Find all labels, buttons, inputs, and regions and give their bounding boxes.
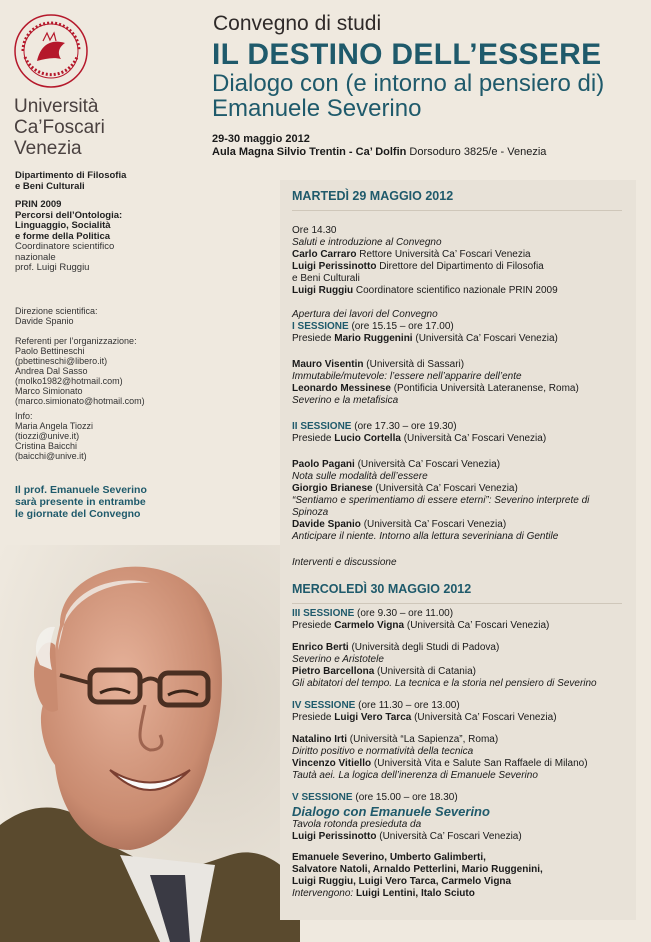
panelists-line2: Salvatore Natoli, Arnaldo Petterlini, Mario Ruggenini, [292,864,543,875]
venue-name: Aula Magna Silvio Trentin - Ca’ Dolfin [212,146,407,158]
session-2-chair [292,433,637,445]
talk-title: Diritto positivo e normatività della tecnica [292,746,474,757]
direction-name: Davide Spanio [15,316,74,326]
session-label: II SESSIONE [292,421,352,432]
talk-title: Tautà aei. La logica dell’inerenza di Emanuele Severino [292,770,538,781]
speaker-name: Davide Spanio [292,519,361,530]
talk-title: Nota sulle modalità dell’essere [292,471,428,482]
session-label: V SESSIONE [292,792,353,803]
chair-prefix: Presiede [292,333,332,344]
organizer-line: (pbettineschi@libero.it) [15,356,108,366]
session-5-chair [292,831,637,843]
speaker-affiliation: (Università “La Sapienza”, Roma) [349,734,499,745]
speaker-name: Mauro Visentin [292,359,364,370]
prin-title-line1: Percorsi dell’Ontologia: [15,209,123,221]
session-5 [292,792,637,804]
chair-name: Lucio Cortella [334,433,401,444]
speaker-name: Carlo Carraro [292,249,357,260]
session-label: I SESSIONE [292,321,349,332]
info-label: Info: [15,411,33,421]
speaker-name: Paolo Pagani [292,459,355,470]
greeting-2 [292,261,637,273]
prin-title-line3: e forme della Politica [15,230,111,242]
prin-title-line2: Linguaggio, Socialità [15,220,111,231]
subtitle-line1: Dialogo con (e intorno al pensiero di) [212,70,605,97]
interventions-names: Luigi Lentini, Italo Sciuto [355,888,475,899]
speaker-affiliation: (Università di Sassari) [366,359,465,370]
subtitle-line2: Emanuele Severino [212,95,422,122]
speaker-name: Natalino Irti [292,734,348,745]
university-name-line3: Venezia [14,138,82,159]
talk [292,519,637,531]
day1-closing: Interventi e discussione [292,557,397,568]
department-line2: e Beni Culturali [15,181,85,192]
coordinator-line2: nazionale [15,251,56,263]
department-line1: Dipartimento di Filosofia [15,170,127,181]
info-contacts [15,411,93,461]
interventions-label: Intervengono: [292,888,354,899]
day2-heading: MERCOLEDÌ 30 MAGGIO 2012 [292,582,472,596]
session-label: IV SESSIONE [292,700,356,711]
speaker-affiliation: (Università Ca’ Foscari Venezia) [363,519,507,530]
session-2 [292,421,637,433]
session-3 [292,608,637,620]
venue-address: Dorsoduro 3825/e - Venezia [409,146,547,158]
talk [292,483,637,495]
chair-prefix: Presiede [292,433,332,444]
speaker-role: Coordinatore scientifico nazionale PRIN 2009 [355,285,558,296]
interventions [292,888,637,900]
day1-greetings: Saluti e introduzione al Convegno [292,237,442,248]
university-name-line1: Università [14,96,99,117]
speaker-affiliation: (Università degli Studi di Padova) [351,642,500,653]
speaker-name: Leonardo Messinese [292,383,391,394]
talk [292,383,637,395]
speaker-name: Luigi Ruggiu [292,285,354,296]
session-time: (ore 15.15 – ore 17.00) [351,321,454,332]
organizer-line: Paolo Bettineschi [15,346,85,356]
day1-heading: MARTEDÌ 29 MAGGIO 2012 [292,189,454,203]
info-line: Cristina Baicchi [15,441,78,451]
session-time: (ore 9.30 – ore 11.00) [357,608,454,619]
program [292,186,637,900]
chair-prefix: Presiede [292,620,332,631]
panelists-line1: Emanuele Severino, Umberto Galimberti, [292,852,486,863]
round-table-label: Tavola rotonda presieduta da [292,819,422,830]
notice-line: Il prof. Emanuele Severino [15,484,147,496]
notice-line: sarà presente in entrambe [15,496,146,508]
divider [292,603,622,604]
session-time: (ore 15.00 – ore 18.30) [355,792,458,803]
speaker-affiliation: (Università Vita e Salute San Raffaele di Milano) [373,758,588,769]
coordinator-line3: prof. Luigi Ruggiu [15,262,90,273]
speaker-name: Vincenzo Vitiello [292,758,372,769]
chair-affiliation: (Università Ca’ Foscari Venezia) [414,712,557,723]
direction-label: Direzione scientifica: [15,306,98,316]
greeting-3 [292,285,637,297]
greeting-2-role-cont: e Beni Culturali [292,273,360,284]
session-1 [292,321,637,333]
prin-block [15,200,122,274]
info-line: (baicchi@unive.it) [15,451,87,461]
talk [292,734,637,746]
speaker-affiliation: (Università di Catania) [377,666,476,677]
speaker-role: Rettore Università Ca’ Foscari Venezia [359,249,531,260]
conference-title: IL DESTINO DELL’ESSERE [212,38,602,71]
talk [292,459,637,471]
speaker-name: Giorgio Brianese [292,483,373,494]
conference-venue [212,146,546,158]
speaker-role: Direttore del Dipartimento di Filosofia [379,261,544,272]
greeting-1 [292,249,637,261]
talk [292,666,637,678]
talk-title: Gli abitatori del tempo. La tecnica e la storia nel pensiero di Severino [292,678,597,689]
day1-time: Ore 14.30 [292,225,337,236]
session-1-chair [292,333,637,345]
talk-title: Immutabile/mutevole: l’essere nell’apparire dell’ente [292,371,522,382]
severino-notice [15,484,185,520]
info-line: Maria Angela Tiozzi [15,421,94,431]
session-label: III SESSIONE [292,608,355,619]
session-4-chair [292,712,637,724]
university-name-line2: Ca’Foscari [14,117,105,138]
info-line: (tiozzi@unive.it) [15,431,80,441]
notice-line: le giornate del Convegno [15,508,141,520]
talk-title: Severino e Aristotele [292,654,384,665]
chair-affiliation: (Università Ca’ Foscari Venezia) [403,433,547,444]
organizer-line: (molko1982@hotmail.com) [15,376,123,386]
organizers-label: Referenti per l’organizzazione: [15,336,137,346]
chair-affiliation: (Università Ca’ Foscari Venezia) [406,620,550,631]
prin-label: PRIN 2009 [15,199,62,210]
talk [292,359,637,371]
chair-affiliation: (Università Ca’ Foscari Venezia) [415,333,558,344]
speaker-name: Pietro Barcellona [292,666,375,677]
speaker-affiliation: (Pontificia Università Lateranense, Roma) [393,383,579,394]
session-5-title: Dialogo con Emanuele Severino [292,804,490,819]
talk [292,758,637,770]
speaker-name: Luigi Perissinotto [292,261,377,272]
talk [292,642,637,654]
session-4 [292,700,637,712]
university-seal-logo [13,13,89,89]
event-type: Convegno di studi [213,12,382,35]
chair-name: Mario Ruggenini [334,333,413,344]
session-time: (ore 11.30 – ore 13.00) [358,700,460,711]
talk-title: Severino e la metafisica [292,395,399,406]
chair-prefix: Presiede [292,712,332,723]
speaker-name: Enrico Berti [292,642,349,653]
chair-name: Luigi Perissinotto [292,831,377,842]
organizer-line: (marco.simionato@hotmail.com) [15,396,145,406]
portrait-photo [0,545,300,942]
organizer-line: Andrea Dal Sasso [15,366,88,376]
speaker-affiliation: (Università Ca’ Foscari Venezia) [357,459,501,470]
organizers [15,336,145,406]
talk-title: Anticipare il niente. Intorno alla lettura severiniana di Gentile [292,531,559,542]
organizer-line: Marco Simionato [15,386,83,396]
scientific-direction [15,306,98,326]
session-3-chair [292,620,637,632]
panelists-line3: Luigi Ruggiu, Luigi Vero Tarca, Carmelo Vigna [292,876,512,887]
coordinator-line1: Coordinatore scientifico [15,241,115,252]
university-name [14,96,105,159]
talk-title: “Sentiamo e sperimentiamo di essere eterni”: Severino interprete di [292,495,590,506]
chair-affiliation: (Università Ca’ Foscari Venezia) [379,831,522,842]
department [15,170,126,192]
talk-title-cont: Spinoza [292,507,329,518]
conference-dates: 29-30 maggio 2012 [212,133,310,145]
chair-name: Carmelo Vigna [334,620,405,631]
divider [292,210,622,211]
opening: Apertura dei lavori del Convegno [292,309,438,320]
chair-name: Luigi Vero Tarca [334,712,412,723]
speaker-affiliation: (Università Ca’ Foscari Venezia) [375,483,518,494]
session-time: (ore 17.30 – ore 19.30) [354,421,457,432]
